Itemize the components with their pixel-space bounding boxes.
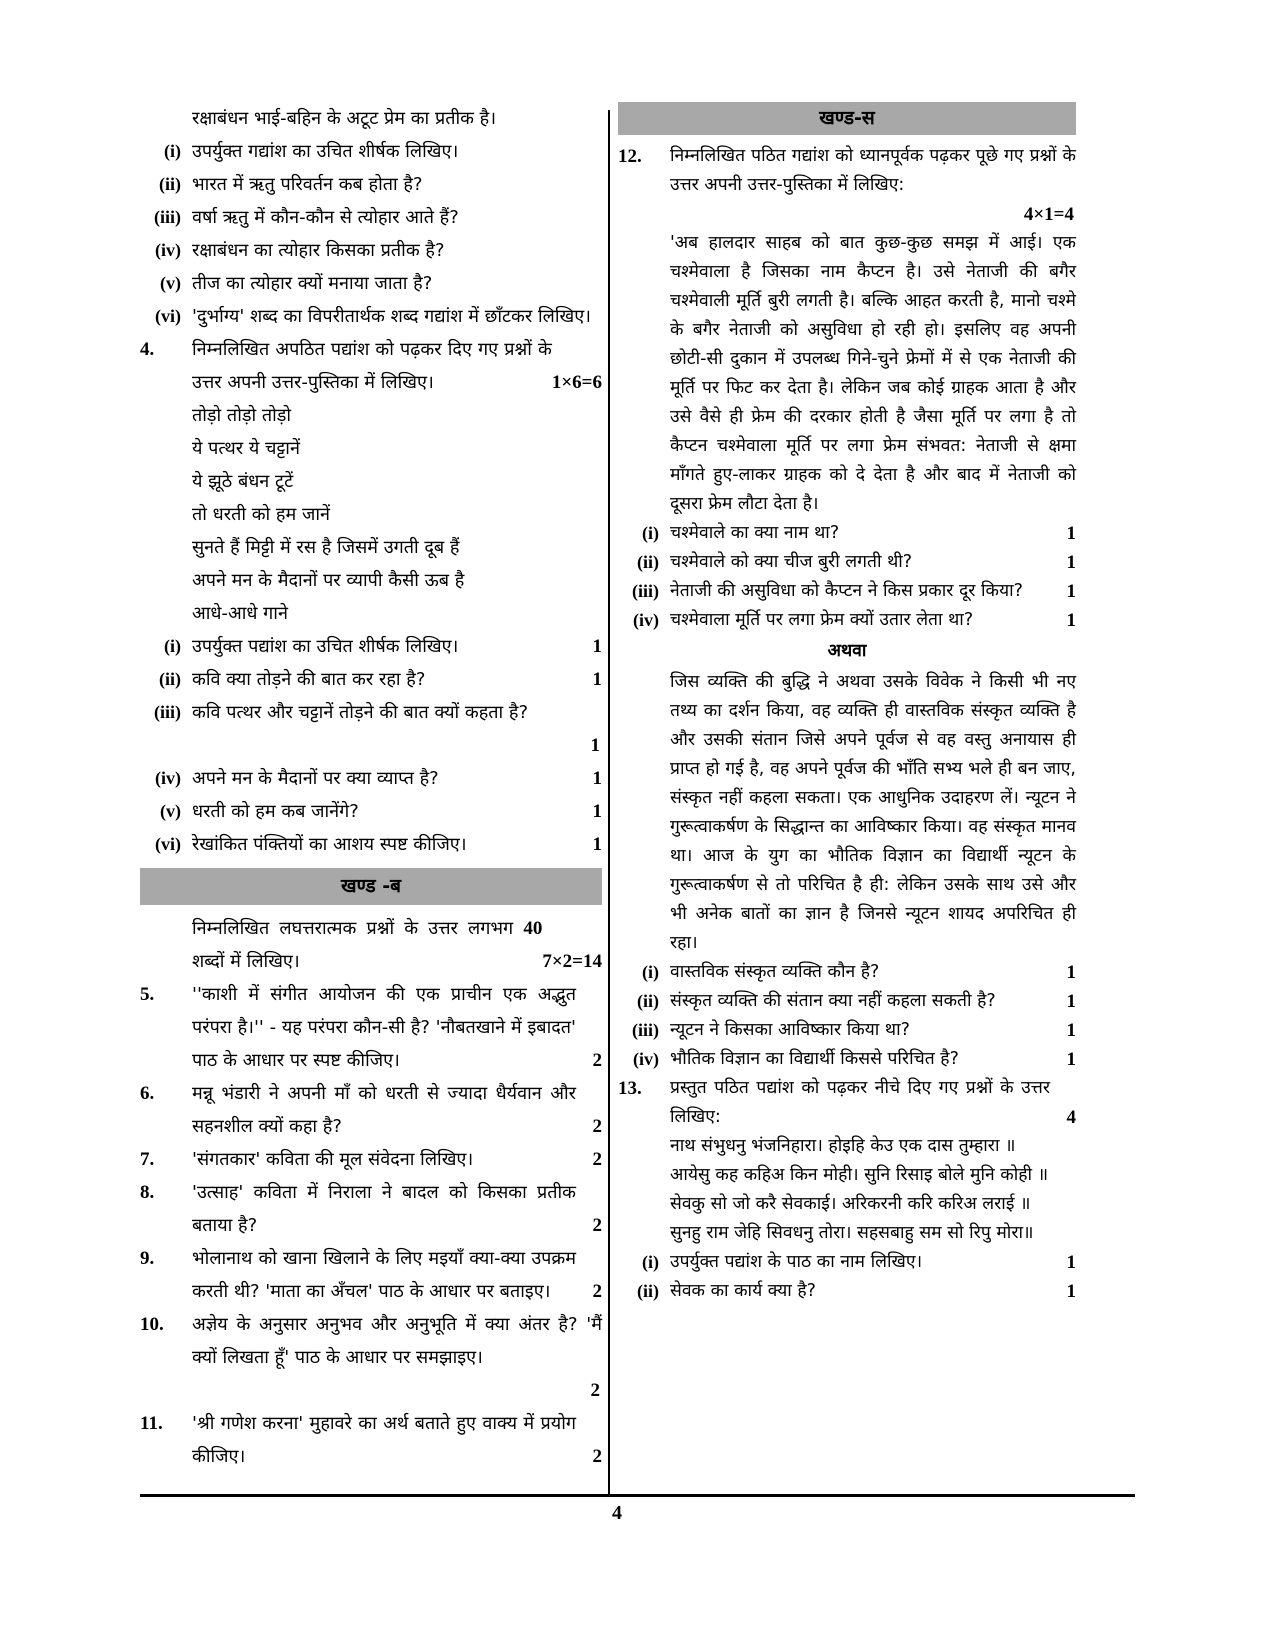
sub-question-marks: 1 bbox=[1066, 1020, 1076, 1041]
sub-question-text: नेताजी की असुविधा को कैप्टन ने किस प्रकार दूर किया? bbox=[670, 581, 1023, 601]
sub-question-text: भौतिक विज्ञान का विद्यार्थी किससे परिचित है? bbox=[670, 1049, 959, 1069]
sub-question-marks: 1 bbox=[592, 636, 602, 657]
question-number: 6. bbox=[140, 1083, 155, 1104]
verse-line: सेवकु सो जो करै सेवकाई। अरिकरनी करि करिअ लराई ॥ bbox=[670, 1194, 1031, 1214]
question-text: 'उत्साह' कविता में निराला ने बादल को किसका प्रतीक बताया है? bbox=[192, 1182, 576, 1236]
sub-question bbox=[140, 234, 602, 267]
sub-question-number: (iv) bbox=[633, 1049, 659, 1069]
sub-question-number: (iii) bbox=[154, 207, 181, 227]
sub-question bbox=[618, 606, 1076, 635]
question-marks: 2 bbox=[592, 1281, 602, 1302]
question-text: 'श्री गणेश करना' मुहावरे का अर्थ बताते हुए वाक्य में प्रयोग कीजिए। bbox=[192, 1413, 576, 1467]
question-12 bbox=[618, 142, 1076, 200]
sub-question bbox=[618, 1277, 1076, 1306]
poem-line: आधे-आधे गाने bbox=[192, 603, 288, 624]
sub-question-text: उपर्युक्त गद्यांश का उचित शीर्षक लिखिए। bbox=[192, 141, 459, 162]
sub-question-text: उपर्युक्त पद्यांश का उचित शीर्षक लिखिए। bbox=[192, 636, 459, 657]
sub-question-number: (i) bbox=[642, 962, 659, 982]
question-marks: 2 bbox=[592, 1446, 602, 1467]
sub-question-text: 'दुर्भाग्य' शब्द का विपरीतार्थक शब्द गद्यांश में छाँटकर लिखिए। bbox=[192, 306, 591, 327]
question-9 bbox=[140, 1242, 602, 1308]
question-marks: 4×1=4 bbox=[1023, 204, 1074, 225]
sub-question-number: (ii) bbox=[637, 1281, 659, 1301]
sub-question-number: (vi) bbox=[155, 834, 181, 854]
sub-question bbox=[140, 168, 602, 201]
footer-rule bbox=[140, 1494, 1135, 1497]
passage-1: 'अब हालदार साहब को बात कुछ-कुछ समझ में आई। एक चश्मेवाला है जिसका नाम कैप्टन है। उसे नेताजी की बगैर चश्मेवाली मूर्ति बुरी लगती है। बल्कि आहत करती है, मानो चश्मे के बगैर नेताजी को असुविधा हो रही हो। इसलिए वह अपनी छोटी-सी दुकान में उपलब्ध गिने-चुने फ्रेमों में से एक नेताजी की मूर्ति पर फिट कर देता है। लेकिन जब कोई ग्राहक आता है और उसे वैसे ही फ्रेम की दरकार होती है जैसा मूर्ति पर लगा है तो कैप्टन चश्मेवाला मूर्ति पर लगा फ्रेम संभवत: नेताजी से क्षमा माँगते हुए-लाकर ग्राहक को दे देता है और बाद में नेताजी को दूसरा फ्रेम लौटा देता है। bbox=[670, 233, 1076, 514]
sub-question bbox=[140, 267, 602, 300]
sub-question bbox=[140, 828, 602, 861]
right-column bbox=[618, 102, 1076, 1306]
sub-question-marks: 1 bbox=[1066, 991, 1076, 1012]
verse-line: सुनहु राम जेहि सिवधनु तोरा। सहसबाहु सम सो रिपु मोरा॥ bbox=[670, 1223, 1034, 1243]
sub-question-text: तीज का त्योहार क्यों मनाया जाता है? bbox=[192, 273, 433, 294]
question-text: भोलानाथ को खाना खिलाने के लिए मइयाँ क्या-क्या उपक्रम करती थी? 'माता का अँचल' पाठ के आधार पर बताइए। bbox=[192, 1248, 576, 1302]
question-marks: 2 bbox=[592, 1149, 602, 1170]
column-divider bbox=[608, 110, 610, 1494]
sub-question bbox=[140, 663, 602, 696]
question-text: अज्ञेय के अनुसार अनुभव और अनुभूति में क्या अंतर है? 'मैं क्यों लिखता हूँ' पाठ के आधार पर समझाइए। bbox=[192, 1314, 602, 1368]
sub-question bbox=[140, 795, 602, 828]
question-6 bbox=[140, 1077, 602, 1143]
sub-question-marks: 1 bbox=[592, 801, 602, 822]
sub-question-number: (iii) bbox=[632, 581, 659, 601]
sub-question bbox=[140, 762, 602, 795]
word-limit: 40 bbox=[523, 918, 543, 939]
sub-question bbox=[140, 630, 602, 663]
sub-question-marks: 1 bbox=[592, 669, 602, 690]
sub-question-marks: 1 bbox=[592, 834, 602, 855]
question-marks: 2 bbox=[590, 1380, 600, 1401]
sub-question-text: चश्मेवाले को क्या चीज बुरी लगती थी? bbox=[670, 552, 913, 572]
sub-question bbox=[140, 300, 602, 333]
sub-question-text: वर्षा ऋतु में कौन-कौन से त्योहार आते हैं? bbox=[192, 207, 459, 228]
sub-question bbox=[618, 1248, 1076, 1277]
question-4 bbox=[140, 333, 602, 399]
question-10 bbox=[140, 1308, 602, 1374]
question-marks: 2 bbox=[592, 1116, 602, 1137]
sub-question-number: (iv) bbox=[155, 768, 181, 788]
sub-question bbox=[618, 577, 1076, 606]
passage-2: जिस व्यक्ति की बुद्धि ने अथवा उसके विवेक ने किसी भी नए तथ्य का दर्शन किया, वह व्यक्ति ही वास्तविक संस्कृत व्यक्ति है और उसकी संतान जिसे अपने पूर्वज से वह वस्तु अनायास ही प्राप्त हो गई है, वह अपने पूर्वज की भाँति सभ्य भले ही बन जाए, संस्कृत नहीं कहला सकता। एक आधुनिक उदाहरण लें। न्यूटन ने गुरूत्वाकर्षण के सिद्धान्त का आविष्कार किया। वह संस्कृत मानव था। आज के युग का भौतिक विज्ञान का विद्यार्थी न्यूटन के गुरूत्वाकर्षण से तो परिचित है ही: लेकिन उसके साथ उसे और भी अनेक बातों का ज्ञान है जिनसे न्यूटन शायद अपरिचित ही रहा। bbox=[670, 672, 1076, 953]
sub-question-marks: 1 bbox=[590, 735, 600, 756]
sub-question-text: भारत में ऋतु परिवर्तन कब होता है? bbox=[192, 174, 423, 195]
sub-question bbox=[618, 987, 1076, 1016]
sub-question-text: कवि क्या तोड़ने की बात कर रहा है? bbox=[192, 669, 426, 690]
sub-question-number: (v) bbox=[160, 801, 181, 821]
question-13 bbox=[618, 1074, 1076, 1132]
sub-question-number: (ii) bbox=[637, 991, 659, 1011]
sub-question-marks: 1 bbox=[1066, 552, 1076, 573]
question-5 bbox=[140, 978, 602, 1077]
sub-question-marks: 1 bbox=[1066, 1281, 1076, 1302]
sub-question-marks: 1 bbox=[1066, 1252, 1076, 1273]
sub-question-number: (ii) bbox=[637, 552, 659, 572]
sub-question-number: (ii) bbox=[159, 669, 181, 689]
question-number: 7. bbox=[140, 1149, 155, 1170]
sub-question-marks: 1 bbox=[1066, 1049, 1076, 1070]
sub-question bbox=[618, 1045, 1076, 1074]
verse-line: नाथ संभुधनु भंजनिहारा। होइहि केउ एक दास तुम्हारा ॥ bbox=[670, 1136, 1016, 1156]
sub-question-text: रक्षाबंधन का त्योहार किसका प्रतीक है? bbox=[192, 240, 445, 261]
question-marks: 4 bbox=[1066, 1107, 1076, 1128]
question-marks: 2 bbox=[592, 1215, 602, 1236]
question-text: प्रस्तुत पठित पद्यांश को पढ़कर नीचे दिए गए प्रश्नों के उत्तर लिखिए: bbox=[670, 1078, 1050, 1127]
question-marks: 2 bbox=[592, 1050, 602, 1071]
sub-question-number: (iv) bbox=[633, 610, 659, 630]
question-number: 10. bbox=[140, 1314, 164, 1335]
sub-question-marks: 1 bbox=[1066, 610, 1076, 631]
question-number: 11. bbox=[140, 1413, 163, 1434]
sub-question-text: अपने मन के मैदानों पर क्या व्याप्त है? bbox=[192, 768, 439, 789]
sub-question bbox=[618, 548, 1076, 577]
question-11 bbox=[140, 1407, 602, 1473]
section-b-instruction-text: निम्नलिखित लघत्तरात्मक प्रश्नों के उत्तर लगभग 40 शब्दों में लिखिए। bbox=[192, 918, 543, 972]
section-c-header: खण्ड-स bbox=[618, 102, 1076, 135]
sub-question-marks: 1 bbox=[592, 768, 602, 789]
sub-question-number: (i) bbox=[642, 1252, 659, 1272]
sub-question-number: (i) bbox=[164, 636, 181, 656]
section-b-marks: 7×2=14 bbox=[542, 951, 602, 972]
sub-question bbox=[618, 519, 1076, 548]
question-text: ''काशी में संगीत आयोजन की एक प्राचीन एक अद्भुत परंपरा है।'' - यह परंपरा कौन-सी है? 'नौबतखाने में इबादत' पाठ के आधार पर स्पष्ट कीजिए। bbox=[192, 984, 576, 1071]
section-b-header: खण्ड -ब bbox=[140, 868, 602, 905]
sub-question-marks: 1 bbox=[1066, 962, 1076, 983]
sub-question bbox=[618, 1016, 1076, 1045]
question-number: 8. bbox=[140, 1182, 155, 1203]
question-text: मन्नू भंडारी ने अपनी माँ को धरती से ज्यादा धैर्यवान और सहनशील क्यों कहा है? bbox=[192, 1083, 576, 1137]
verse-line: आयेसु कह कहिअ किन मोही। सुनि रिसाइ बोले मुनि कोही ॥ bbox=[670, 1165, 1049, 1185]
or-separator: अथवा bbox=[827, 641, 867, 661]
question-text: निम्नलिखित अपठित पद्यांश को पढ़कर दिए गए प्रश्नों के उत्तर अपनी उत्तर-पुस्तिका में लिखिए। bbox=[192, 339, 552, 393]
carry-line-text: रक्षाबंधन भाई-बहिन के अटूट प्रेम का प्रतीक है। bbox=[192, 108, 497, 129]
question-text: 'संगतकार' कविता की मूल संवेदना लिखिए। bbox=[192, 1149, 474, 1170]
question-number: 12. bbox=[618, 146, 642, 167]
question-number: 4. bbox=[140, 339, 155, 360]
sub-question-text: रेखांकित पंक्तियों का आशय स्पष्ट कीजिए। bbox=[192, 834, 467, 855]
question-text: निम्नलिखित पठित गद्यांश को ध्यानपूर्वक पढ़कर पूछे गए प्रश्नों के उत्तर अपनी उत्तर-पुस्तिका में लिखिए: bbox=[670, 146, 1076, 195]
sub-question-text: चश्मेवाले का क्या नाम था? bbox=[670, 523, 840, 543]
question-marks: 1×6=6 bbox=[551, 372, 602, 393]
sub-question bbox=[140, 201, 602, 234]
sub-question-number: (i) bbox=[642, 523, 659, 543]
sub-question-text: उपर्युक्त पद्यांश के पाठ का नाम लिखिए। bbox=[670, 1252, 923, 1272]
sub-question bbox=[618, 958, 1076, 987]
sub-question-text: संस्कृत व्यक्ति की संतान क्या नहीं कहला सकती है? bbox=[670, 991, 996, 1011]
question-8 bbox=[140, 1176, 602, 1242]
sub-question-number: (ii) bbox=[159, 174, 181, 194]
question-number: 9. bbox=[140, 1248, 155, 1269]
sub-question-number: (i) bbox=[164, 141, 181, 161]
sub-question-text: न्यूटन ने किसका आविष्कार किया था? bbox=[670, 1020, 910, 1040]
question-number: 13. bbox=[618, 1078, 642, 1099]
question-number: 5. bbox=[140, 984, 155, 1005]
sub-question-text: चश्मेवाला मूर्ति पर लगा फ्रेम क्यों उतार लेता था? bbox=[670, 610, 974, 630]
sub-question-number: (iii) bbox=[632, 1020, 659, 1040]
poem-line: अपने मन के मैदानों पर व्यापी कैसी ऊब है bbox=[192, 570, 465, 591]
sub-question-text: वास्तविक संस्कृत व्यक्ति कौन है? bbox=[670, 962, 880, 982]
sub-question-text: कवि पत्थर और चट्टानें तोड़ने की बात क्यों कहता है? bbox=[192, 702, 529, 723]
poem-line: ये पत्थर ये चट्टानें bbox=[192, 438, 300, 459]
poem-line: तोड़ो तोड़ो तोड़ो bbox=[192, 405, 292, 426]
passage-carry-line bbox=[140, 102, 602, 135]
section-b-instruction bbox=[140, 912, 602, 978]
page-number: 4 bbox=[612, 1502, 622, 1524]
poem-line: ये झूठे बंधन टूटें bbox=[192, 471, 294, 492]
left-column bbox=[140, 102, 602, 1473]
poem-line: सुनते हैं मिट्टी में रस है जिसमें उगती दूब हैं bbox=[192, 537, 460, 558]
sub-question-text: सेवक का कार्य क्या है? bbox=[670, 1281, 816, 1301]
question-7 bbox=[140, 1143, 602, 1176]
poem-line: तो धरती को हम जानें bbox=[192, 504, 330, 525]
sub-question-number: (v) bbox=[160, 273, 181, 293]
sub-question-number: (vi) bbox=[155, 306, 181, 326]
sub-question-number: (iii) bbox=[154, 702, 181, 722]
sub-question-number: (iv) bbox=[155, 240, 181, 260]
sub-question-marks: 1 bbox=[1066, 581, 1076, 602]
sub-question bbox=[140, 135, 602, 168]
sub-question-text: धरती को हम कब जानेंगे? bbox=[192, 801, 359, 822]
sub-question-marks: 1 bbox=[1066, 523, 1076, 544]
sub-question bbox=[140, 696, 602, 729]
